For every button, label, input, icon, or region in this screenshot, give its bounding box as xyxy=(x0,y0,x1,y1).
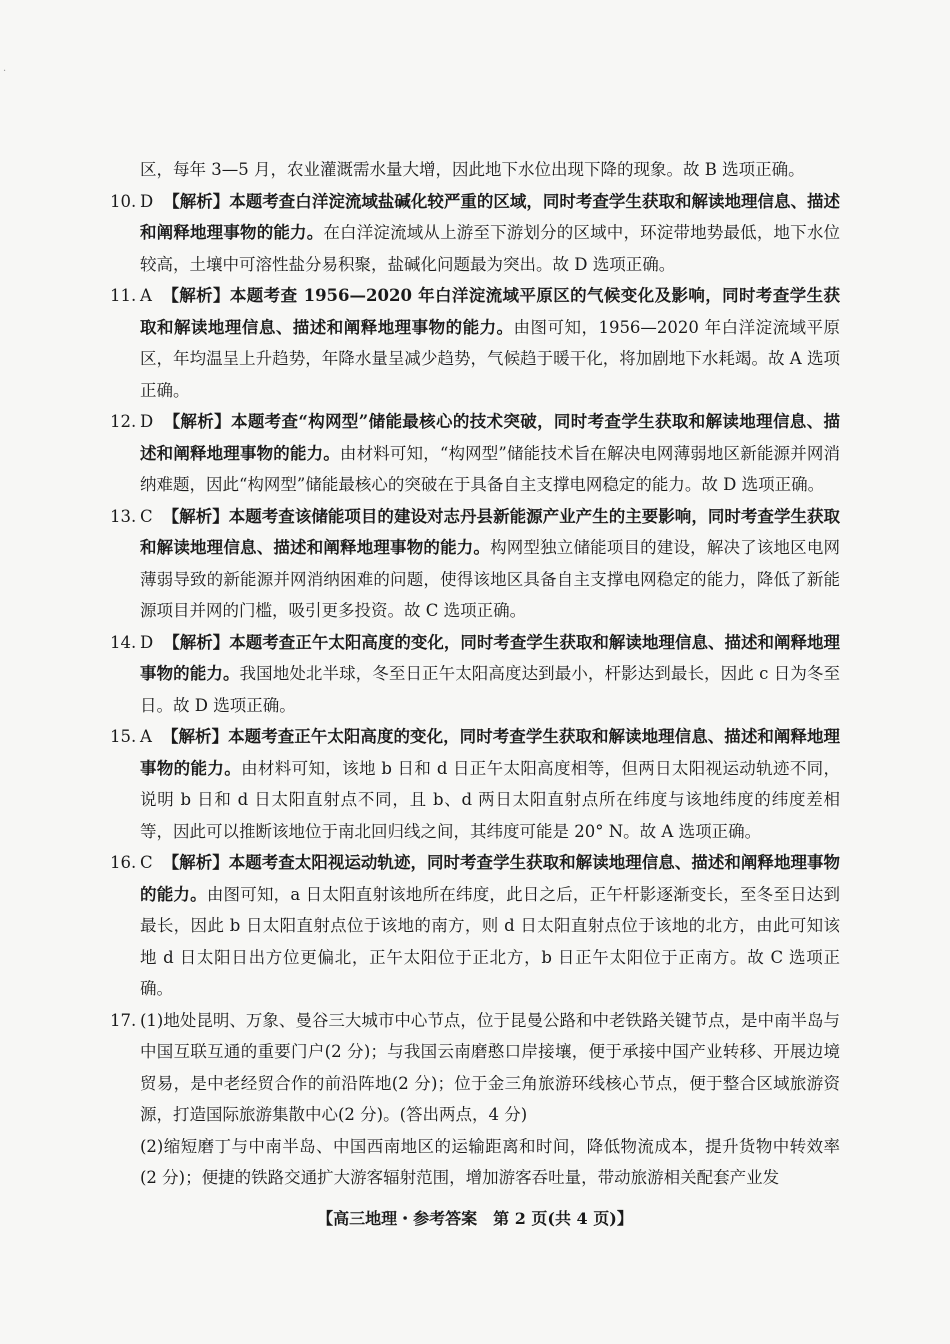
analysis-focus: 本题考查“构网型”储能最核心的技术突破，同时考查学生获取和解读地理信息、描述和阐释地理事物的能力。 xyxy=(140,412,841,463)
answer-letter: C xyxy=(140,506,153,526)
analysis-focus: 本题考查白洋淀流域盐碱化较严重的区域，同时考查学生获取和解读地理信息、描述和阐释地理事物的能力。 xyxy=(140,191,841,242)
question-number: 13. xyxy=(110,506,137,526)
analysis-focus: 本题考查正午太阳高度的变化，同时考查学生获取和解读地理信息、描述和阐释地理事物的能力。 xyxy=(140,632,841,683)
analysis-tag: 【解析】 xyxy=(161,286,230,305)
analysis-tag: 【解析】 xyxy=(162,853,229,872)
answer-letter: D xyxy=(140,412,154,431)
analysis-text: 构网型独立储能项目的建设，解决了该地区电网薄弱导致的新能源并网消纳困难的问题，使得该地区具备自主支撑电网稳定的能力，降低了新能源项目并网的门槛，吸引更多投资。故 C 选项正确。 xyxy=(140,538,841,620)
answer-letter: A xyxy=(140,727,152,746)
page-footer: 【高三地理・参考答案 第 2 页(共 4 页)】 xyxy=(317,1209,633,1228)
answer-item xyxy=(110,627,840,722)
answer-letter: D xyxy=(140,632,154,652)
answer-letter: D xyxy=(140,191,154,211)
analysis-tag: 【解析】 xyxy=(163,191,230,211)
analysis-tag: 【解析】 xyxy=(161,727,229,746)
analysis-text: 由图可知，a 日太阳直射该地所在纬度，此日之后，正午杆影逐渐变长，至冬至日达到最长，因此 b 日太阳直射点位于该地的南方，则 d 日太阳直射点位于该地的北方，由此可知该地 d 日太阳日出方位更偏北，正午太阳位于正北方，b 日正午太阳位于正南方。故 C 选项正确。 xyxy=(140,884,840,998)
q17-part-1: (1)地处昆明、万象、曼谷三大城市中心节点，位于昆曼公路和中老铁路关键节点，是中南半岛与中国互联互通的重要门户(2 分)；与我国云南磨憨口岸接壤，便于承接中国产业转移、开展边境贸易，是中老经贸合作的前沿阵地(2 分)；位于金三角旅游环线核心节点，便于整合区域旅游资源，打造国际旅游集散中心(2 分)。(答出两点，4 分) xyxy=(140,1010,840,1124)
analysis-focus: 本题考查正午太阳高度的变化，同时考查学生获取和解读地理信息、描述和阐释地理事物的能力。 xyxy=(140,727,841,778)
q17-part-2: (2)缩短磨丁与中南半岛、中国西南地区的运输距离和时间，降低物流成本，提升货物中转效率(2 分)；便捷的铁路交通扩大游客辐射范围，增加游客吞吐量，带动旅游相关配套产业发 xyxy=(140,1136,840,1187)
answer-letter: A xyxy=(140,286,152,305)
analysis-tag: 【解析】 xyxy=(163,412,231,431)
analysis-focus: 本题考查 1956—2020 年白洋淀流域平原区的气候变化及影响，同时考查学生获取和解读地理信息、描述和阐释地理事物的能力。 xyxy=(140,286,840,337)
question-number: 14. xyxy=(110,632,137,652)
analysis-text: 由材料可知，该地 b 日和 d 日正午太阳高度相等，但两日太阳视运动轨迹不同，说明 b 日和 d 日太阳直射点不同，且 b、d 两日太阳直射点所在纬度与该地纬度的纬度差相等，因此可以推断该地位于南北回归线之间，其纬度可能是 20° N。故 A 选项正确。 xyxy=(140,758,841,841)
analysis-text: 在白洋淀流域从上游至下游划分的区域中，环淀带地势最低，地下水位较高，土壤中可溶性盐分易积聚，盐碱化问题最为突出。故 D 选项正确。 xyxy=(140,223,841,274)
answer-item xyxy=(110,501,840,627)
question-number: 11. xyxy=(110,286,137,305)
answer-content xyxy=(110,154,840,1194)
question-number: 17. xyxy=(110,1010,137,1030)
analysis-tag: 【解析】 xyxy=(163,632,230,652)
answer-item xyxy=(110,406,840,501)
question-17 xyxy=(110,1005,840,1194)
question-number: 16. xyxy=(110,853,137,872)
answer-letter: C xyxy=(140,853,153,872)
analysis-tag: 【解析】 xyxy=(162,506,229,526)
question-number: 15. xyxy=(110,727,137,746)
analysis-text: 由图可知，1956—2020 年白洋淀流域平原区，年均温呈上升趋势，年降水量呈减少趋势，气候趋于暖干化，将加剧地下水耗竭。故 A 选项正确。 xyxy=(140,317,841,400)
answer-item xyxy=(110,186,840,281)
scan-speck: · xyxy=(3,66,7,77)
continuation-text: 区，每年 3—5 月，农业灌溉需水量大增，因此地下水位出现下降的现象。故 B 选项正确。 xyxy=(140,160,805,179)
answer-item xyxy=(110,280,840,406)
answer-item xyxy=(110,721,840,847)
question-number: 10. xyxy=(110,191,137,211)
answer-list xyxy=(110,186,840,1005)
answer-item xyxy=(110,847,840,1005)
question-number: 12. xyxy=(110,412,137,431)
analysis-text: 我国地处北半球，冬至日正午太阳高度达到最小，杆影达到最长，因此 c 日为冬至日。故 D 选项正确。 xyxy=(140,664,841,715)
analysis-focus: 本题考查太阳视运动轨迹，同时考查学生获取和解读地理信息、描述和阐释地理事物的能力。 xyxy=(140,853,841,904)
analysis-focus: 本题考查该储能项目的建设对志丹县新能源产业产生的主要影响，同时考查学生获取和解读地理信息、描述和阐释地理事物的能力。 xyxy=(140,506,841,557)
analysis-text: 由材料可知，“构网型”储能技术旨在解决电网薄弱地区新能源并网消纳难题，因此“构网型”储能最核心的突破在于具备自主支撑电网稳定的能力。故 D 选项正确。 xyxy=(140,443,841,494)
